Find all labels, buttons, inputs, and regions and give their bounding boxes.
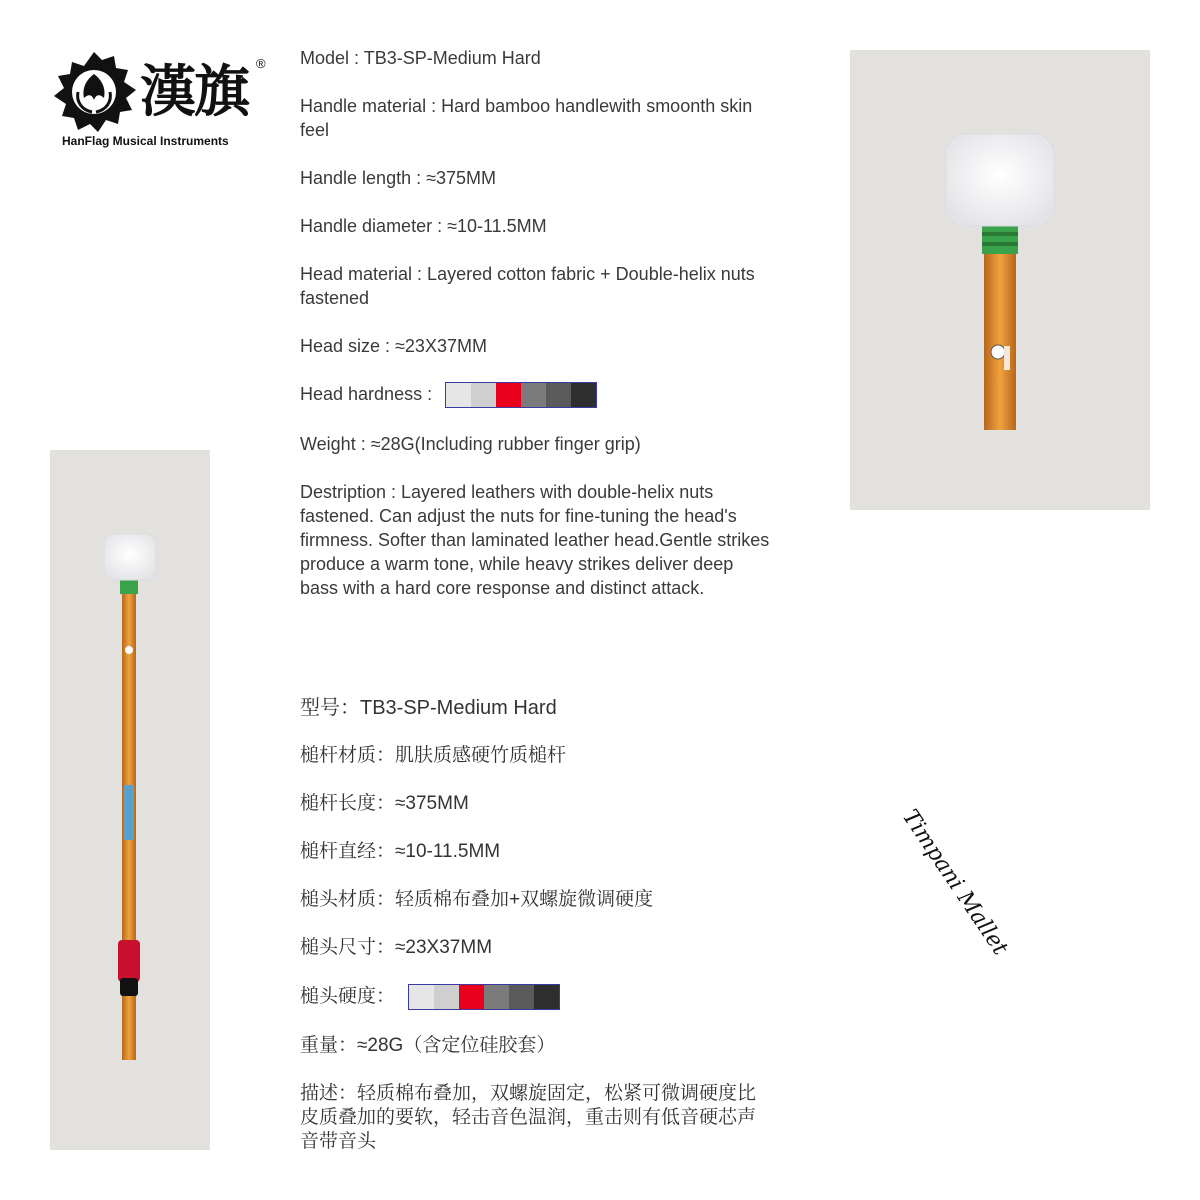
specs-chinese: [300, 696, 770, 1178]
spec-model: Model : TB3-SP-Medium Hard: [300, 48, 541, 68]
hardness-scale-cn: [408, 984, 560, 1010]
hardness-segment-5: [509, 985, 534, 1009]
hardness-segment-4: [521, 383, 546, 407]
hardness-segment-2: [434, 985, 459, 1009]
head-hardness-label: Head hardness :: [300, 384, 433, 404]
brand-logo: [48, 50, 278, 150]
phoenix-emblem-icon: [48, 50, 140, 138]
spec-weight: Weight : ≈28G(Including rubber finger grip): [300, 434, 641, 455]
spec-cn-weight: 重量：≈28G（含定位硅胶套）: [300, 1035, 556, 1056]
hardness-segment-2: [471, 383, 496, 407]
spec-head-material: Head material : Layered cotton fabric + Double-helix nuts fastened: [300, 264, 755, 308]
spec-cn-head-hardness: [300, 984, 770, 1010]
spec-head-hardness: [300, 382, 770, 408]
hardness-segment-5: [546, 383, 571, 407]
hardness-segment-1: [409, 985, 434, 1009]
spec-description: Destription : Layered leathers with double-helix nuts fastened. Can adjust the nuts for fine-tuning the head's firmness. Softer than laminated leather head.Gentle strikes produce a warm tone, while heavy strikes deliver deep bass with a hard core response and distinct attack.: [300, 482, 770, 599]
spec-cn-head-material: 槌头材质：轻质棉布叠加+双螺旋微调硬度: [300, 889, 654, 910]
full-mallet-photo: [50, 450, 210, 1150]
timpani-mallet-script-label: Timpani Mallet: [897, 805, 1013, 960]
spec-handle-material: Handle material : Hard bamboo handlewith smoonth skin feel: [300, 96, 753, 140]
spec-handle-length: Handle length : ≈375MM: [300, 168, 496, 188]
hardness-segment-4: [484, 985, 509, 1009]
hardness-segment-6: [534, 985, 559, 1009]
hardness-segment-6: [571, 383, 596, 407]
mallet-head-photo: [850, 50, 1150, 510]
hardness-segment-3: [459, 985, 484, 1009]
cn-head-hardness-label: 槌头硬度：: [300, 986, 396, 1008]
hardness-segment-1: [446, 383, 471, 407]
hardness-scale: [445, 382, 597, 408]
full-mallet-illustration: [50, 450, 210, 1150]
spec-head-size: Head size : ≈23X37MM: [300, 336, 487, 356]
hardness-segment-3: [496, 383, 521, 407]
specs-english: [300, 46, 770, 624]
spec-cn-handle-material: 槌杆材质：肌肤质感硬竹质槌杆: [300, 745, 567, 766]
spec-handle-diameter: Handle diameter : ≈10-11.5MM: [300, 216, 547, 236]
mallet-head-illustration: [850, 50, 1150, 510]
brand-subtitle: HanFlag Musical Instruments: [62, 134, 229, 148]
spec-cn-model: 型号：TB3-SP-Medium Hard: [300, 697, 557, 719]
spec-cn-handle-diameter: 槌杆直经：≈10-11.5MM: [300, 841, 501, 862]
brand-chinese-name: 漢旗: [140, 59, 248, 125]
spec-cn-handle-length: 槌杆长度：≈375MM: [300, 793, 469, 814]
registered-mark: ®: [256, 56, 266, 71]
spec-cn-head-size: 槌头尺寸：≈23X37MM: [300, 937, 493, 958]
spec-cn-description: 描述：轻质棉布叠加，双螺旋固定，松紧可微调硬度比皮质叠加的要软，轻击音色温润，重击则有低音硬芯声音带音头: [300, 1083, 757, 1152]
